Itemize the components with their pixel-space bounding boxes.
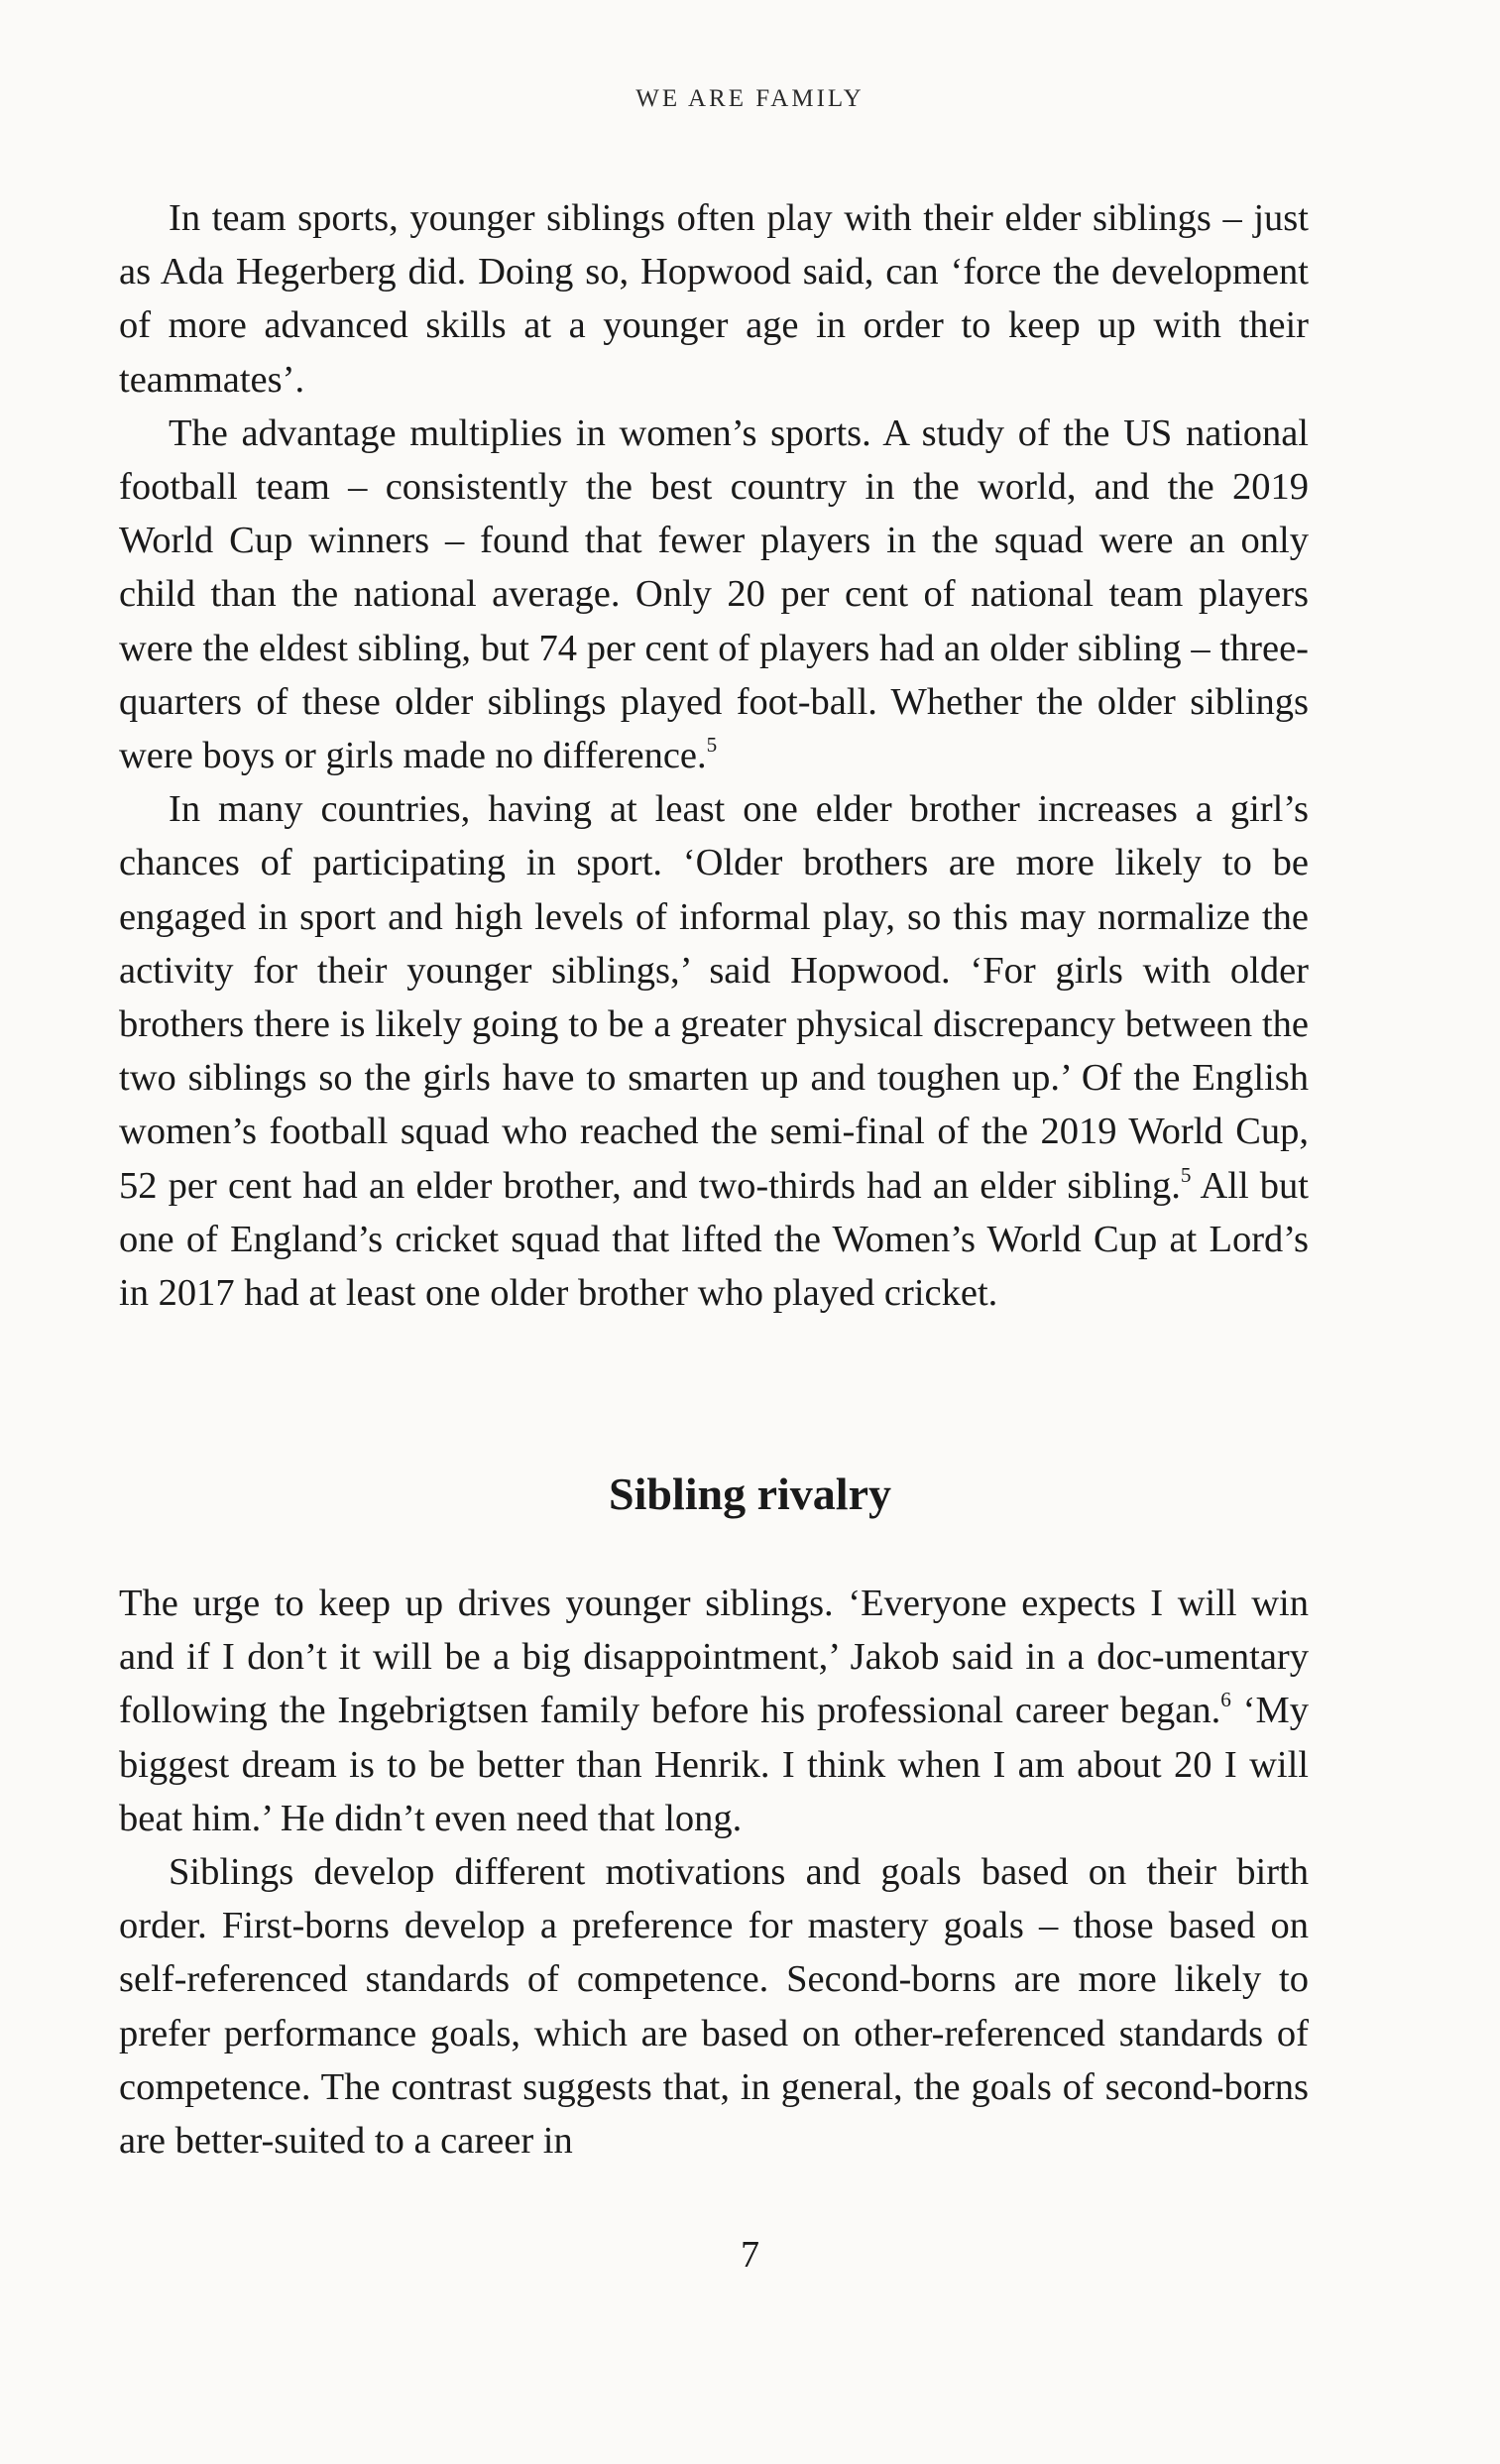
paragraph-2 — [119, 407, 1309, 782]
section-two-text — [119, 1577, 1309, 2168]
paragraph-3-text-a: In many countries, having at least one elder brother increases a girl’s chances of participating in sport. ‘Older brothers are more likely to be engaged in sport and high levels of informal play, so this may normalize the activity for their younger siblings,’ said Hopwood. ‘For girls with older brothers there is likely going to be a greater physical discrepancy between the two siblings so the girls have to smarten up and toughen up.’ Of the English women’s football squad who reached the semi-final of the 2019 World Cup, 52 per cent had an elder brother, and two-thirds had an elder sibling. — [119, 788, 1309, 1207]
paragraph-3-text-b: All but one of England’s cricket squad that lifted the Women’s World Cup at Lord’s in 2017 had at least one older brother who played cricket. — [119, 1164, 1309, 1315]
paragraph-1: In team sports, younger siblings often play with their elder siblings – just as Ada Hegerberg did. Doing so, Hopwood said, can ‘force the development of more advanced skills at a younger age in order to keep up with their teammates’. — [119, 197, 1309, 401]
paragraph-4-text-b: ‘My biggest dream is to be better than Henrik. I think when I am about 20 I will beat him.’ He didn’t even need that long. — [119, 1690, 1309, 1839]
page-number: 7 — [741, 2234, 759, 2276]
section-one-text — [119, 191, 1309, 1320]
paragraph-5: Siblings develop different motivations and goals based on their birth order. First-borns develop a preference for mastery goals – those based on self-referenced standards of competence. Second-borns are more likely to prefer performance goals, which are based on other-referenced standards of competence. The contrast suggests that, in general, the goals of second-borns are better-suited to a career in — [119, 1851, 1309, 2163]
running-head: WE ARE FAMILY — [635, 85, 865, 112]
section-heading: Sibling rivalry — [609, 1468, 891, 1519]
footnote-ref: 5 — [1180, 1162, 1192, 1187]
paragraph-4 — [119, 1577, 1309, 1845]
footnote-ref: 6 — [1220, 1688, 1231, 1712]
paragraph-2-text: The advantage multiplies in women’s sports. A study of the US national football team – consistently the best country in the world, and the 2019 World Cup winners – found that fewer players in the squad were an only child than the national average. Only 20 per cent of national team players were the eldest sibling, but 74 per cent of players had an older sibling – three-quarters of these older siblings played foot-ball. Whether the older siblings were boys or girls made no difference. — [119, 411, 1309, 777]
footnote-ref: 5 — [706, 733, 718, 758]
paragraph-3 — [119, 782, 1309, 1320]
paragraph-4-text-a: The urge to keep up drives younger siblings. ‘Everyone expects I will win and if I don’t it will be a big disappointment,’ Jakob said in a doc-umentary following the Ingebrigtsen family before his professional career began. — [119, 1583, 1309, 1732]
